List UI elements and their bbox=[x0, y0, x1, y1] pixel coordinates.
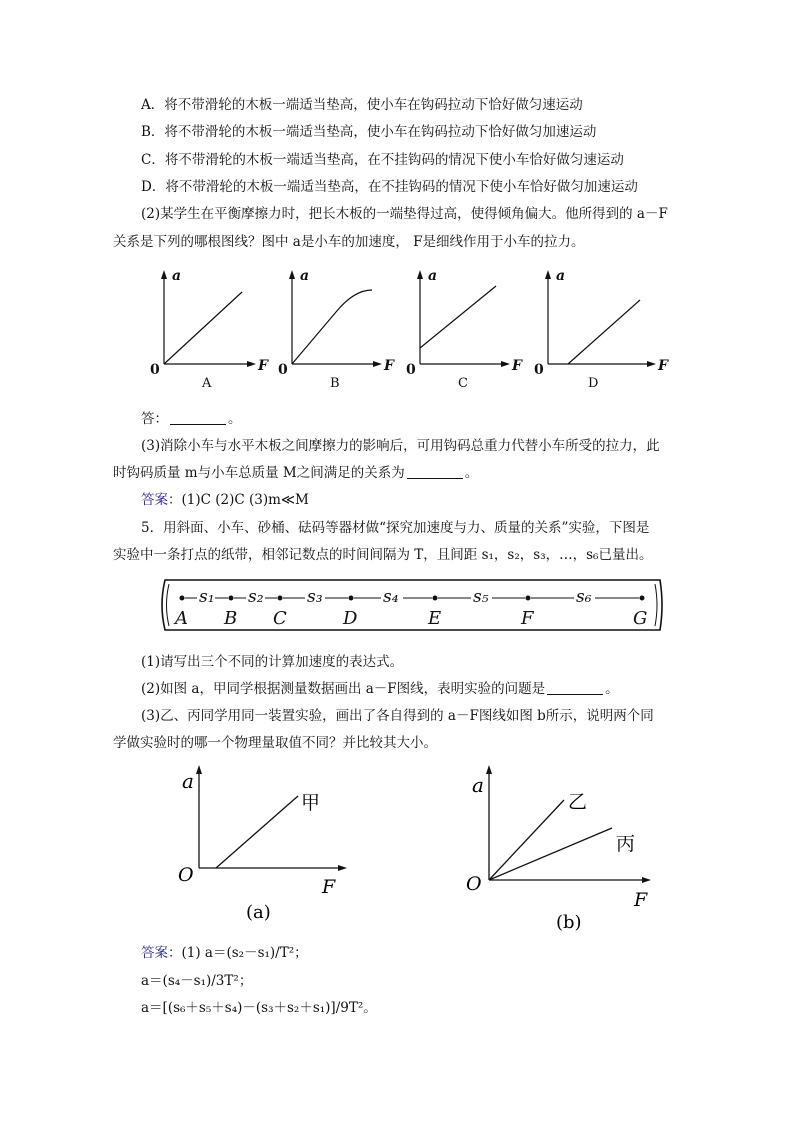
graph-d-x-label: F bbox=[658, 358, 668, 374]
q5-answer-label: 答案： bbox=[141, 945, 182, 961]
q4-part3-line1: (3)消除小车与水平木板之间摩擦力的影响后，可用钩码总重力代替小车所受的拉力，此 bbox=[141, 438, 660, 454]
option-a: A．将不带滑轮的木板一端适当垫高，使小车在钩码拉动下恰好做匀速运动 bbox=[141, 97, 583, 113]
tape-s5: s₅ bbox=[473, 587, 489, 607]
graph-c-caption: C bbox=[458, 376, 468, 391]
graph-fig-b-line2-label: 丙 bbox=[616, 833, 636, 855]
q5-answer-3: a＝[(s₆＋s₅＋s₄)－(s₃＋s₂＋s₁)]/9T²。 bbox=[141, 1000, 377, 1016]
graph-fig-a-line-label: 甲 bbox=[301, 792, 321, 814]
tape-s6: s₆ bbox=[576, 587, 592, 607]
graph-fig-a-caption: (a) bbox=[246, 902, 271, 923]
tape-s2: s₂ bbox=[248, 587, 264, 607]
q5-part2-end: 。 bbox=[605, 681, 619, 697]
option-d: D．将不带滑轮的木板一端适当垫高，在不挂钩码的情况下使小车恰好做匀加速运动 bbox=[141, 179, 638, 195]
graph-fig-a-origin: O bbox=[178, 864, 194, 886]
graph-a-figure bbox=[170, 762, 360, 932]
q5-answer-2: a＝(s₄－s₁)/3T²； bbox=[141, 973, 253, 989]
graph-b-figure bbox=[460, 762, 660, 942]
tape-dot-d bbox=[349, 596, 353, 600]
answer-blank bbox=[170, 411, 226, 425]
option-b: B．将不带滑轮的木板一端适当垫高，使小车在钩码拉动下恰好做匀加速运动 bbox=[141, 124, 597, 140]
tape-s3: s₃ bbox=[307, 587, 323, 607]
q4-part3-line2 bbox=[113, 464, 478, 482]
graph-d-y-label: a bbox=[556, 268, 566, 284]
graph-a-x-label: F bbox=[258, 358, 268, 374]
option-c: C．将不带滑轮的木板一端适当垫高，在不挂钩码的情况下使小车恰好做匀速运动 bbox=[141, 152, 624, 168]
graph-a-caption: A bbox=[202, 376, 212, 391]
graph-a-y-label: a bbox=[172, 268, 182, 284]
tape-s1: s₁ bbox=[199, 587, 215, 607]
graph-d-line bbox=[568, 300, 640, 364]
graph-c-line bbox=[420, 286, 496, 348]
graph-fig-b-line-bing bbox=[489, 828, 612, 880]
graph-d-caption: D bbox=[588, 376, 599, 391]
graph-fig-a-line bbox=[216, 796, 298, 868]
tape-s4: s₄ bbox=[383, 587, 399, 607]
graph-fig-b-caption: (b) bbox=[556, 912, 582, 933]
graph-fig-a-y-label: a bbox=[182, 769, 194, 793]
graph-b-curve bbox=[292, 290, 372, 364]
graph-b-caption: B bbox=[330, 376, 340, 391]
tape-point-b: B bbox=[224, 608, 238, 629]
graph-b-x-label: F bbox=[384, 358, 394, 374]
answer-prompt-end: 。 bbox=[228, 411, 242, 427]
ticker-tape bbox=[155, 578, 667, 634]
q4-answer bbox=[141, 491, 309, 509]
tape-point-a: A bbox=[175, 608, 188, 629]
graph-d-origin: 0 bbox=[534, 362, 544, 378]
graph-b-y-label: a bbox=[300, 268, 310, 284]
q5-part3-line1: (3)乙、丙同学用同一装置实验，画出了各自得到的 a－F图线如图 b所示，说明两个同 bbox=[141, 708, 654, 724]
q5-part3-line2: 学做实验时的哪一个物理量取值不同？并比较其大小。 bbox=[113, 735, 437, 751]
tape-point-c: C bbox=[273, 608, 287, 629]
q4-answer-text: (1)C (2)C (3)m≪M bbox=[181, 492, 309, 508]
graph-fig-b-line-yi bbox=[489, 800, 564, 880]
graphs-abcd bbox=[140, 260, 670, 400]
graph-fig-a-x-label: F bbox=[322, 876, 336, 898]
tape-dot-e bbox=[433, 596, 437, 600]
q5-line1: 5．用斜面、小车、砂桶、砝码等器材做“探究加速度与力、质量的关系”实验，下图是 bbox=[141, 520, 650, 536]
tape-point-f: F bbox=[521, 608, 534, 629]
graph-a-line bbox=[164, 292, 242, 364]
q5-part2-text: (2)如图 a，甲同学根据测量数据画出 a－F图线，表明实验的问题是 bbox=[141, 681, 546, 697]
q5-line2: 实验中一条打点的纸带，相邻记数点的时间间隔为 T，且间距 s₁，s₂，s₃，…，s₆已量出。 bbox=[113, 547, 653, 563]
graph-c-x-label: F bbox=[512, 358, 522, 374]
tape-point-e: E bbox=[428, 608, 442, 629]
graph-fig-b-y-label: a bbox=[472, 773, 484, 797]
q5-part1: (1)请写出三个不同的计算加速度的表达式。 bbox=[141, 654, 404, 670]
tape-dot-c bbox=[278, 596, 282, 600]
q4-part2-line2: 关系是下列的哪根图线？图中 a是小车的加速度， F是细线作用于小车的拉力。 bbox=[113, 234, 585, 250]
tape-dot-g bbox=[640, 596, 644, 600]
tape-dot-a bbox=[180, 596, 184, 600]
tape-dot-b bbox=[229, 596, 233, 600]
q5-part2-blank bbox=[547, 681, 603, 695]
graph-fig-b-x-label: F bbox=[634, 889, 648, 911]
graph-c-origin: 0 bbox=[406, 362, 416, 378]
graph-b-origin: 0 bbox=[278, 362, 288, 378]
tape-point-d: D bbox=[343, 608, 358, 629]
q4-part3-blank bbox=[407, 465, 463, 479]
graph-c-y-label: a bbox=[428, 268, 438, 284]
q4-part2-line1: (2)某学生在平衡摩擦力时，把长木板的一端垫得过高，使得倾角偏大。他所得到的 a－F bbox=[141, 206, 668, 222]
graph-fig-b-line1-label: 乙 bbox=[568, 791, 588, 813]
tape-dot-f bbox=[526, 596, 530, 600]
answer-blank-line bbox=[141, 410, 242, 428]
q4-part3-end: 。 bbox=[464, 465, 479, 481]
graph-fig-b-origin: O bbox=[466, 873, 482, 895]
graph-a-origin: 0 bbox=[150, 362, 160, 378]
q5-answer-line1 bbox=[141, 944, 308, 962]
q4-answer-label: 答案： bbox=[141, 492, 182, 508]
tape-point-g: G bbox=[633, 608, 648, 629]
answer-prompt: 答： bbox=[141, 411, 168, 427]
q4-part3-text: 时钩码质量 m与小车总质量 M之间满足的关系为 bbox=[113, 465, 405, 481]
q5-part2 bbox=[141, 680, 619, 698]
q5-answer-1: (1) a＝(s₂－s₁)/T²； bbox=[181, 945, 308, 961]
